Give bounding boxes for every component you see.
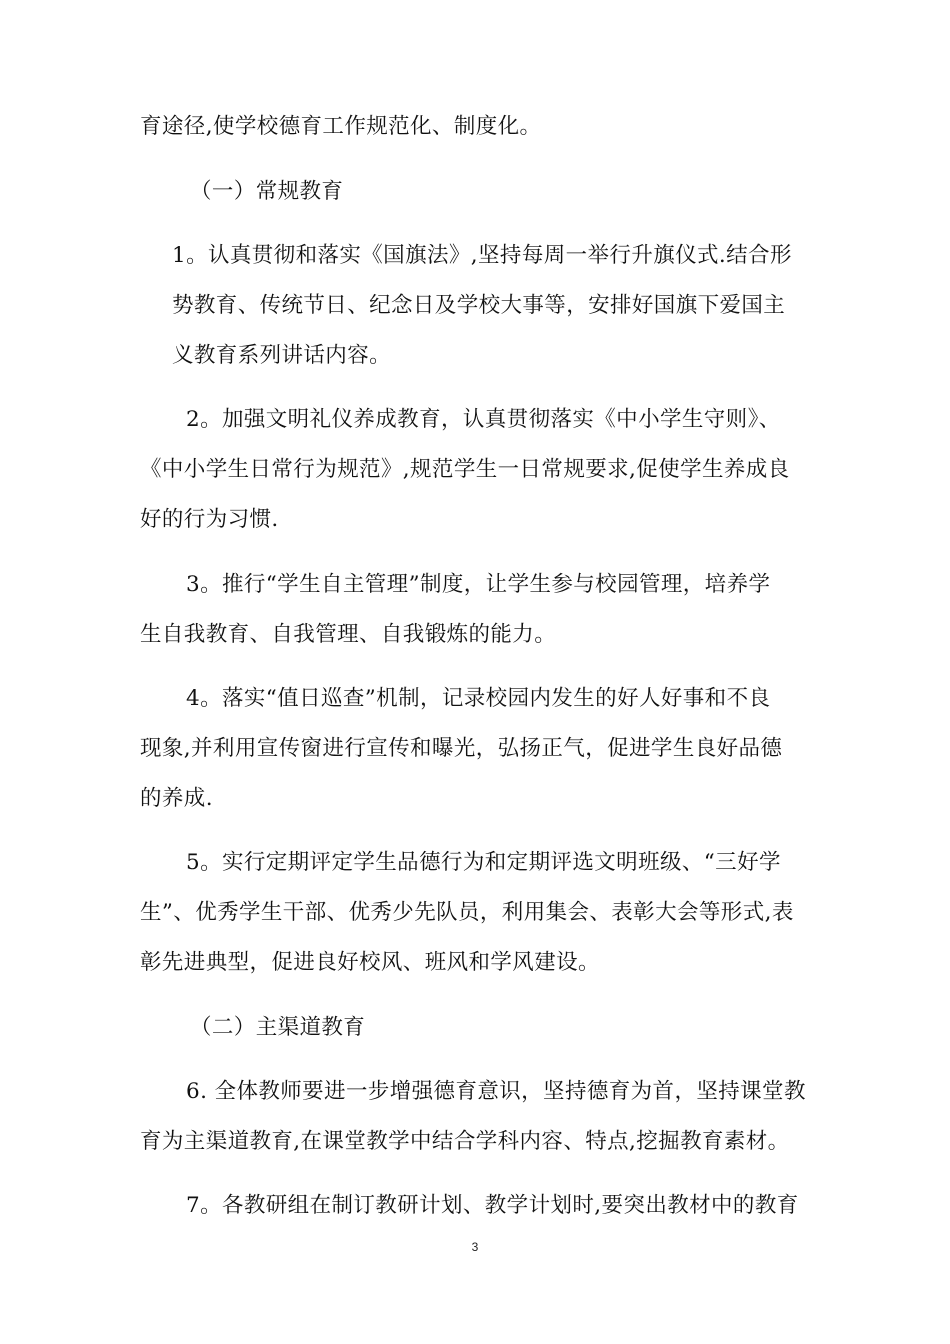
paragraph-line: 生”、优秀学生干部、优秀少先队员，利用集会、表彰大会等形式,表 xyxy=(140,900,794,925)
paragraph-line: 《中小学生日常行为规范》,规范学生一日常规要求,促使学生养成良 xyxy=(140,457,790,482)
paragraph-line: 3。推行“学生自主管理”制度，让学生参与校园管理，培养学 xyxy=(186,572,771,597)
section-heading-main-channel-education: （二）主渠道教育 xyxy=(190,1015,366,1040)
paragraph-line: 5。实行定期评定学生品德行为和定期评选文明班级、“三好学 xyxy=(186,850,781,875)
paragraph-line: 生自我教育、自我管理、自我锻炼的能力。 xyxy=(140,622,557,647)
paragraph-line: 义教育系列讲话内容。 xyxy=(172,343,392,368)
section-heading-routine-education: （一）常规教育 xyxy=(190,179,344,204)
page-number: 3 xyxy=(471,1240,479,1254)
paragraph-line: 4。落实“值日巡查”机制，记录校园内发生的好人好事和不良 xyxy=(186,686,771,711)
paragraph-line: 好的行为习惯. xyxy=(140,507,279,532)
paragraph-line: 育为主渠道教育,在课堂教学中结合学科内容、特点,挖掘教育素材。 xyxy=(140,1129,790,1154)
paragraph-line: 2。加强文明礼仪养成教育，认真贯彻落实《中小学生守则》、 xyxy=(186,407,781,432)
paragraph-line: 1。认真贯彻和落实《国旗法》,坚持每周一举行升旗仪式.结合形 xyxy=(172,243,792,268)
paragraph-line: 7。各教研组在制订教研计划、教学计划时,要突出教材中的教育 xyxy=(186,1193,799,1218)
paragraph-line: 现象,并利用宣传窗进行宣传和曝光，弘扬正气，促进学生良好品德 xyxy=(140,736,783,761)
paragraph-line: 的养成. xyxy=(140,786,213,811)
paragraph-line: 彰先进典型，促进良好校风、班风和学风建设。 xyxy=(140,950,600,975)
paragraph-line: 势教育、传统节日、纪念日及学校大事等，安排好国旗下爱国主 xyxy=(172,293,786,318)
paragraph-line: 6. 全体教师要进一步增强德育意识，坚持德育为首，坚持课堂教 xyxy=(186,1079,806,1104)
paragraph-line: 育途径,使学校德育工作规范化、制度化。 xyxy=(140,114,542,139)
